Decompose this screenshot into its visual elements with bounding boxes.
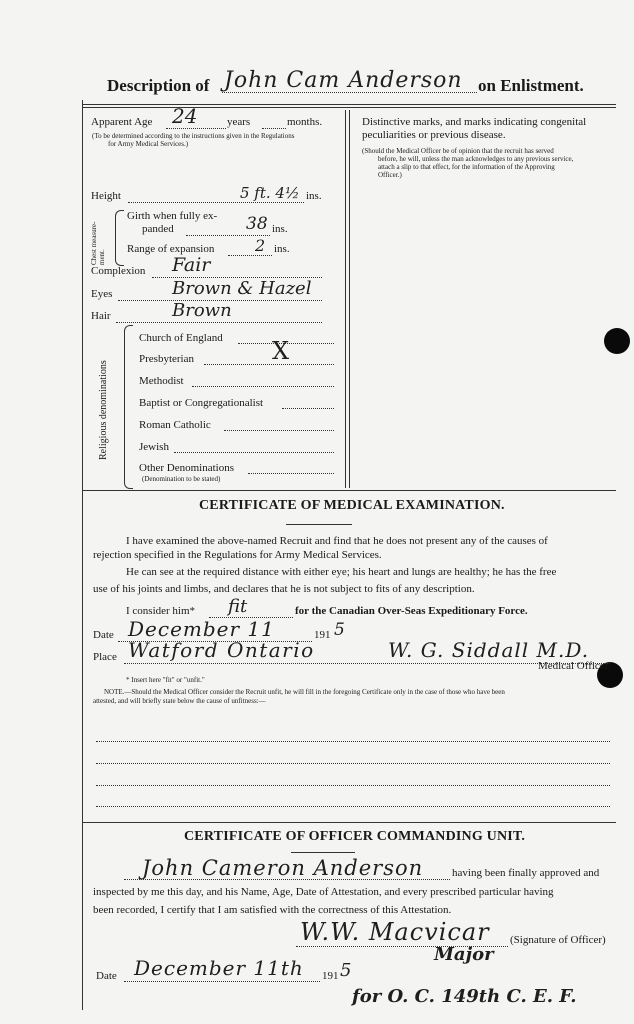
- medical-para2-line2: use of his joints and limbs, and declares that he is not subject to fits of any description.: [93, 583, 475, 595]
- consider-prefix: I consider him*: [126, 605, 196, 617]
- officer-line3: been recorded, I certify that I am satisfied with the correctness of this Attestation.: [93, 904, 452, 916]
- months-label: months.: [287, 116, 323, 128]
- religion-presbyterian: Presbyterian: [139, 353, 194, 365]
- medical-title-rule: [286, 524, 352, 525]
- officer-section-rule: [82, 822, 616, 823]
- religion-jewish: Jewish: [139, 441, 169, 453]
- consider-suffix-text: for the Canadian Over-Seas Expeditionary Force.: [295, 605, 528, 617]
- religion-other: Other Denominations: [139, 462, 235, 474]
- page-left-border: [82, 100, 83, 1010]
- height-value: 5 ft. 4½: [240, 184, 300, 202]
- religion-church-of-england: Church of England: [139, 332, 223, 344]
- section-rule: [82, 490, 616, 491]
- medical-year-prefix: 191: [314, 629, 331, 641]
- officer-line1-suffix: having been finally approved and: [452, 867, 600, 879]
- religion-dots-2: [192, 386, 334, 387]
- religion-roman-catholic: Roman Catholic: [139, 419, 211, 431]
- distinctive-note-2: before, he will, unless the man acknowledges to any previous service,: [378, 155, 574, 163]
- expansion-dots: [228, 255, 272, 256]
- years-label: years: [227, 116, 251, 128]
- insert-note: * Insert here "fit" or "unfit.": [126, 676, 205, 684]
- officer-signature-label: (Signature of Officer): [510, 934, 606, 946]
- medical-para1-line2: rejection specified in the Regulations for Army Medical Services.: [93, 549, 382, 561]
- age-dots-1: [166, 128, 226, 129]
- chest-brace: [115, 210, 124, 266]
- header-name-handwritten: John Cam Anderson: [224, 68, 463, 93]
- unfitness-line-1: [96, 741, 610, 742]
- punch-hole-top: [604, 328, 630, 354]
- column-divider-2: [349, 110, 350, 488]
- header-title-suffix: on Enlistment.: [478, 76, 584, 95]
- unfitness-line-4: [96, 806, 610, 807]
- distinctive-heading-2: peculiarities or previous disease.: [362, 129, 506, 141]
- header-name-dots: [222, 92, 477, 93]
- medical-place-label: Place: [93, 651, 117, 663]
- officer-rank: Major: [434, 944, 494, 965]
- officer-date-label: Date: [96, 970, 117, 982]
- medical-date-label: Date: [93, 629, 114, 641]
- girth-label-2: panded: [142, 223, 174, 235]
- apparent-age-value: 24: [172, 104, 198, 128]
- medical-para2-line1: He can see at the required distance with either eye; his heart and lungs are healthy; he has the free: [126, 566, 557, 578]
- hair-value: Brown: [172, 300, 232, 321]
- header-title-prefix: Description of: [107, 76, 210, 95]
- religion-baptist: Baptist or Congregationalist: [139, 397, 264, 409]
- religion-brace: [124, 325, 133, 489]
- medical-signature: W. G. Siddall M.D.: [388, 638, 590, 662]
- unfitness-line-3: [96, 785, 610, 786]
- religion-dots-5: [174, 452, 334, 453]
- distinctive-note-3: attach a slip to that effect, for the information of the Approving: [378, 163, 555, 171]
- officer-recruit-name: John Cameron Anderson: [142, 856, 424, 880]
- expansion-unit: ins.: [274, 243, 290, 255]
- expansion-label: Range of expansion: [127, 243, 215, 255]
- medical-date-value: December 11: [128, 617, 275, 641]
- height-dots: [128, 202, 304, 203]
- religion-other-note: (Denomination to be stated): [142, 475, 221, 483]
- height-unit: ins.: [306, 190, 322, 202]
- girth-label-1: Girth when fully ex-: [127, 210, 218, 222]
- consider-value: fit: [228, 596, 248, 617]
- medical-note-2: attested, and will briefly state below the cause of unfitness:—: [93, 697, 266, 705]
- consider-suffix: [295, 605, 528, 617]
- religion-dots-1: [204, 364, 334, 365]
- religion-dots-6: [248, 473, 334, 474]
- officer-date-value: December 11th: [134, 956, 304, 980]
- officer-name-dots: [124, 879, 450, 880]
- medical-certificate-title: CERTIFICATE OF MEDICAL EXAMINATION.: [199, 498, 505, 513]
- medical-note-1: NOTE.—Should the Medical Officer consider the Recruit unfit, he will fill in the foregoing Certificate only in the case of those who have been: [104, 688, 505, 696]
- religion-label: [98, 360, 120, 460]
- officer-date-dots: [124, 981, 320, 982]
- officer-unit: for O. C. 149th C. E. F.: [352, 986, 577, 1007]
- age-note-2: for Army Medical Services.): [108, 140, 189, 148]
- officer-year-value: 5: [340, 960, 352, 981]
- officer-line2: inspected by me this day, and his Name, Age, Date of Attestation, and every prescribed particular having: [93, 886, 554, 898]
- girth-unit: ins.: [272, 223, 288, 235]
- column-divider: [345, 110, 346, 488]
- religion-methodist: Methodist: [139, 375, 184, 387]
- officer-signature: W.W. Macvicar: [300, 918, 490, 946]
- height-label: Height: [91, 190, 121, 202]
- officer-certificate-title: CERTIFICATE OF OFFICER COMMANDING UNIT.: [184, 829, 526, 844]
- header-rule: [82, 104, 616, 105]
- religion-dots-3: [282, 408, 334, 409]
- distinctive-note-1: (Should the Medical Officer be of opinion that the recruit has served: [362, 147, 554, 155]
- expansion-value: 2: [255, 236, 266, 255]
- age-dots-2: [262, 128, 286, 129]
- medical-year-value: 5: [334, 620, 345, 640]
- unfitness-line-2: [96, 763, 610, 764]
- chest-label-text: Chest measure-ment.: [90, 221, 106, 265]
- religion-mark: X: [272, 337, 290, 365]
- officer-title-rule: [291, 852, 355, 853]
- medical-para1-line1: I have examined the above-named Recruit and find that he does not present any of the causes of: [126, 535, 548, 547]
- age-note-1: (To be determined according to the instructions given in the Regulations: [92, 132, 295, 140]
- medical-officer-label: Medical Officer.: [538, 660, 611, 672]
- complexion-value: Fair: [172, 254, 211, 276]
- officer-year-prefix: 191: [322, 970, 339, 982]
- religion-dots-4: [224, 430, 334, 431]
- distinctive-heading-1: Distinctive marks, and marks indicating congenital: [362, 116, 587, 128]
- distinctive-note-4: Officer.): [378, 171, 402, 179]
- girth-value: 38: [246, 214, 268, 234]
- complexion-label: Complexion: [91, 265, 146, 277]
- eyes-label: Eyes: [91, 288, 113, 300]
- apparent-age-label: Apparent Age: [91, 116, 153, 128]
- header-rule-2: [82, 107, 616, 108]
- medical-place-value: Watford Ontario: [128, 638, 315, 662]
- hair-dots: [116, 322, 322, 323]
- hair-label: Hair: [91, 310, 111, 322]
- eyes-value: Brown & Hazel: [172, 278, 312, 299]
- religion-label-text: Religious denominations: [98, 360, 109, 460]
- chest-label: [90, 215, 104, 265]
